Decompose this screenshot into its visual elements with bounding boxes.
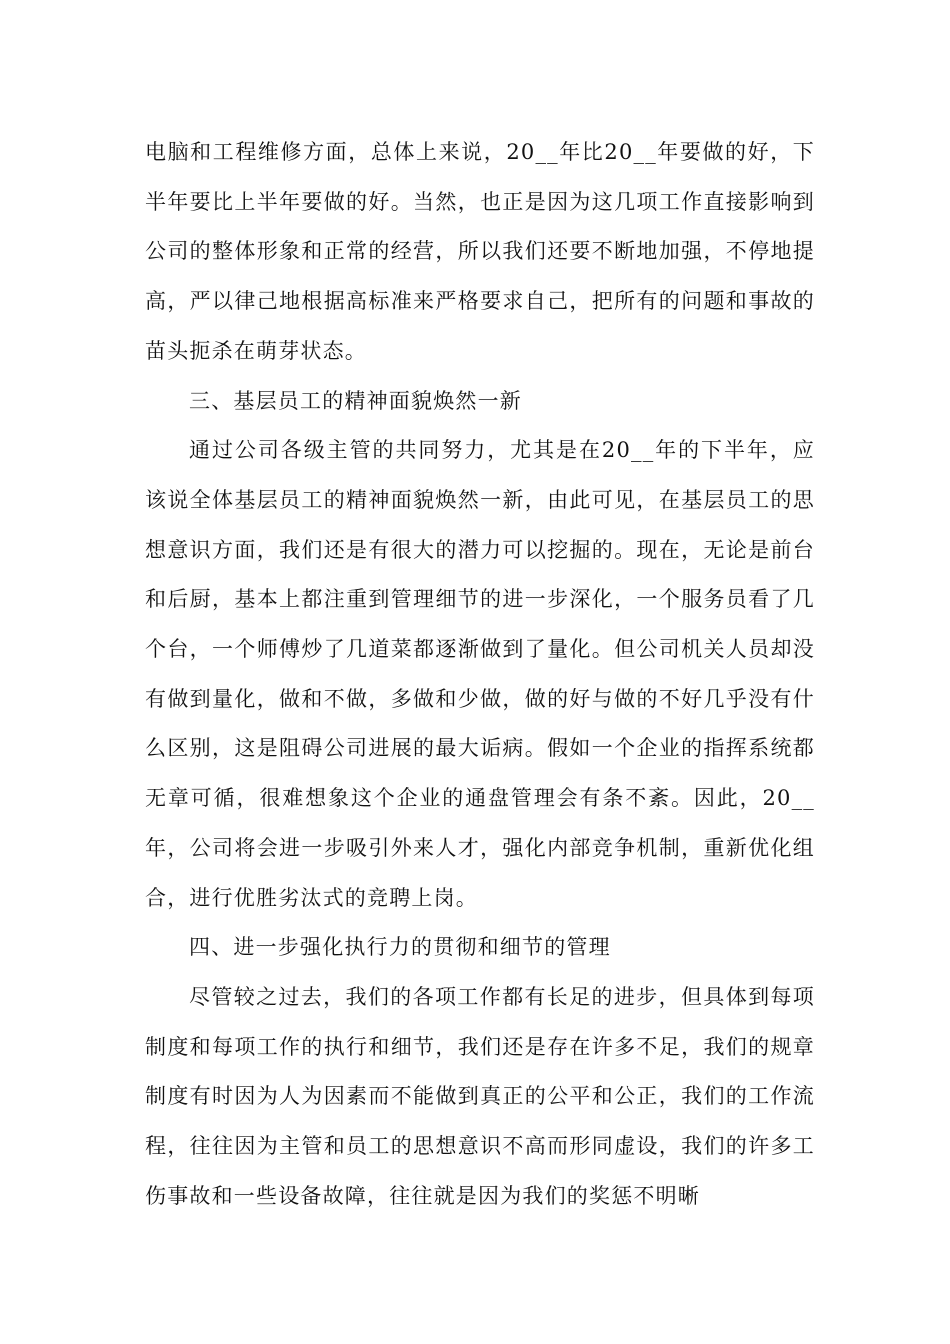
paragraph-continuation: 电脑和工程维修方面，总体上来说，20__年比20__年要做的好，下半年要比上半年要做的好。当然，也正是因为这几项工作直接影响到公司的整体形象和正常的经营，所以我们还要不断地加强，不停地提高，严以律己地根据高标准来严格要求自己，把所有的问题和事故的苗头扼杀在萌芽状态。 (145, 140, 815, 363)
section-heading-3: 三、基层员工的精神面貌焕然一新 (189, 388, 522, 413)
document-body (145, 128, 815, 1221)
section-heading-4: 四、进一步强化执行力的贯彻和细节的管理 (189, 935, 611, 960)
paragraph-section-3: 通过公司各级主管的共同努力，尤其是在20__年的下半年，应该说全体基层员工的精神面貌焕然一新，由此可见，在基层员工的思想意识方面，我们还是有很大的潜力可以挖掘的。现在，无论是前台和后厨，基本上都注重到管理细节的进一步深化，一个服务员看了几个台，一个师傅炒了几道菜都逐渐做到了量化。但公司机关人员却没有做到量化，做和不做，多做和少做，做的好与做的不好几乎没有什么区别，这是阻碍公司进展的最大诟病。假如一个企业的指挥系统都无章可循，很难想象这个企业的通盘管理会有条不紊。因此，20__年，公司将会进一步吸引外来人才，强化内部竞争机制，重新优化组合，进行优胜劣汰式的竞聘上岗。 (145, 438, 815, 910)
paragraph-section-4: 尽管较之过去，我们的各项工作都有长足的进步，但具体到每项制度和每项工作的执行和细节，我们还是存在许多不足，我们的规章制度有时因为人为因素而不能做到真正的公平和公正，我们的工作流程，往往因为主管和员工的思想意识不高而形同虚设，我们的许多工伤事故和一些设备故障，往往就是因为我们的奖惩不明晰 (145, 984, 815, 1208)
